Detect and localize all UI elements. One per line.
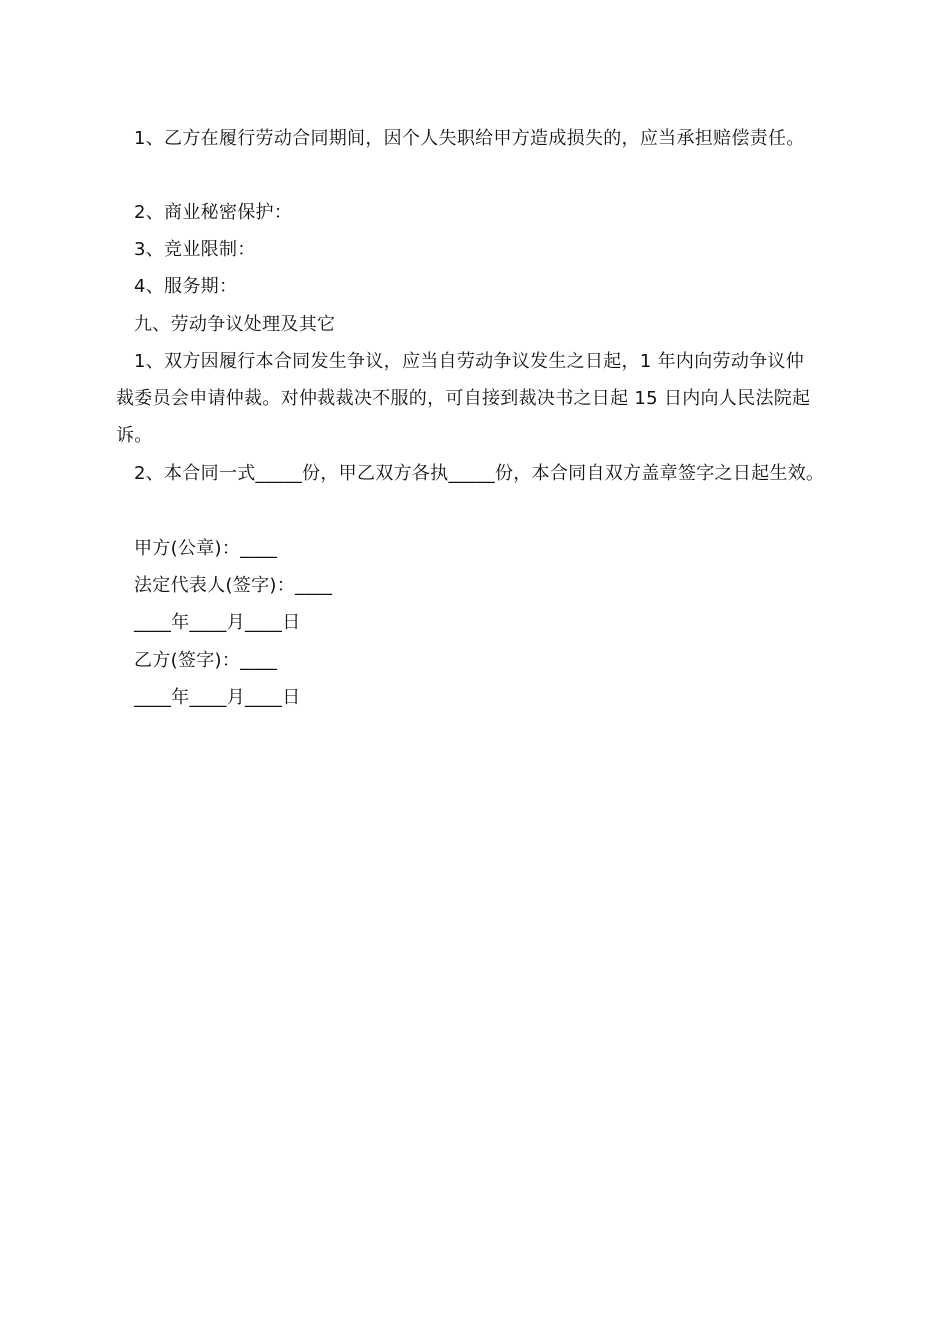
- clause-service-period: 4、服务期：: [134, 276, 238, 297]
- signature-date-b: ____年____月____日: [134, 687, 301, 708]
- clause-dispute-line-3: 诉。: [116, 425, 153, 446]
- signature-date-a: ____年____月____日: [134, 612, 301, 633]
- clause-trade-secret: 2、商业秘密保护：: [134, 202, 293, 223]
- signature-legal-rep: 法定代表人(签字)：____: [134, 575, 333, 596]
- signature-party-b: 乙方(签字)：____: [134, 650, 278, 671]
- clause-dispute-line-2: 裁委员会申请仲裁。对仲裁裁决不服的，可自接到裁决书之日起 15 日内向人民法院起: [116, 388, 811, 409]
- clause-dispute-line-1: 1、双方因履行本合同发生争议，应当自劳动争议发生之日起，1 年内向劳动争议仲: [134, 351, 805, 372]
- section-heading-dispute: 九、劳动争议处理及其它: [134, 314, 336, 335]
- clause-copies: 2、本合同一式_____份，甲乙双方各执_____份，本合同自双方盖章签字之日起生效。: [134, 463, 825, 484]
- clause-non-compete: 3、竞业限制：: [134, 239, 256, 260]
- clause-compensation: 1、乙方在履行劳动合同期间，因个人失职给甲方造成损失的，应当承担赔偿责任。: [134, 128, 805, 149]
- signature-party-a: 甲方(公章)：____: [134, 538, 278, 559]
